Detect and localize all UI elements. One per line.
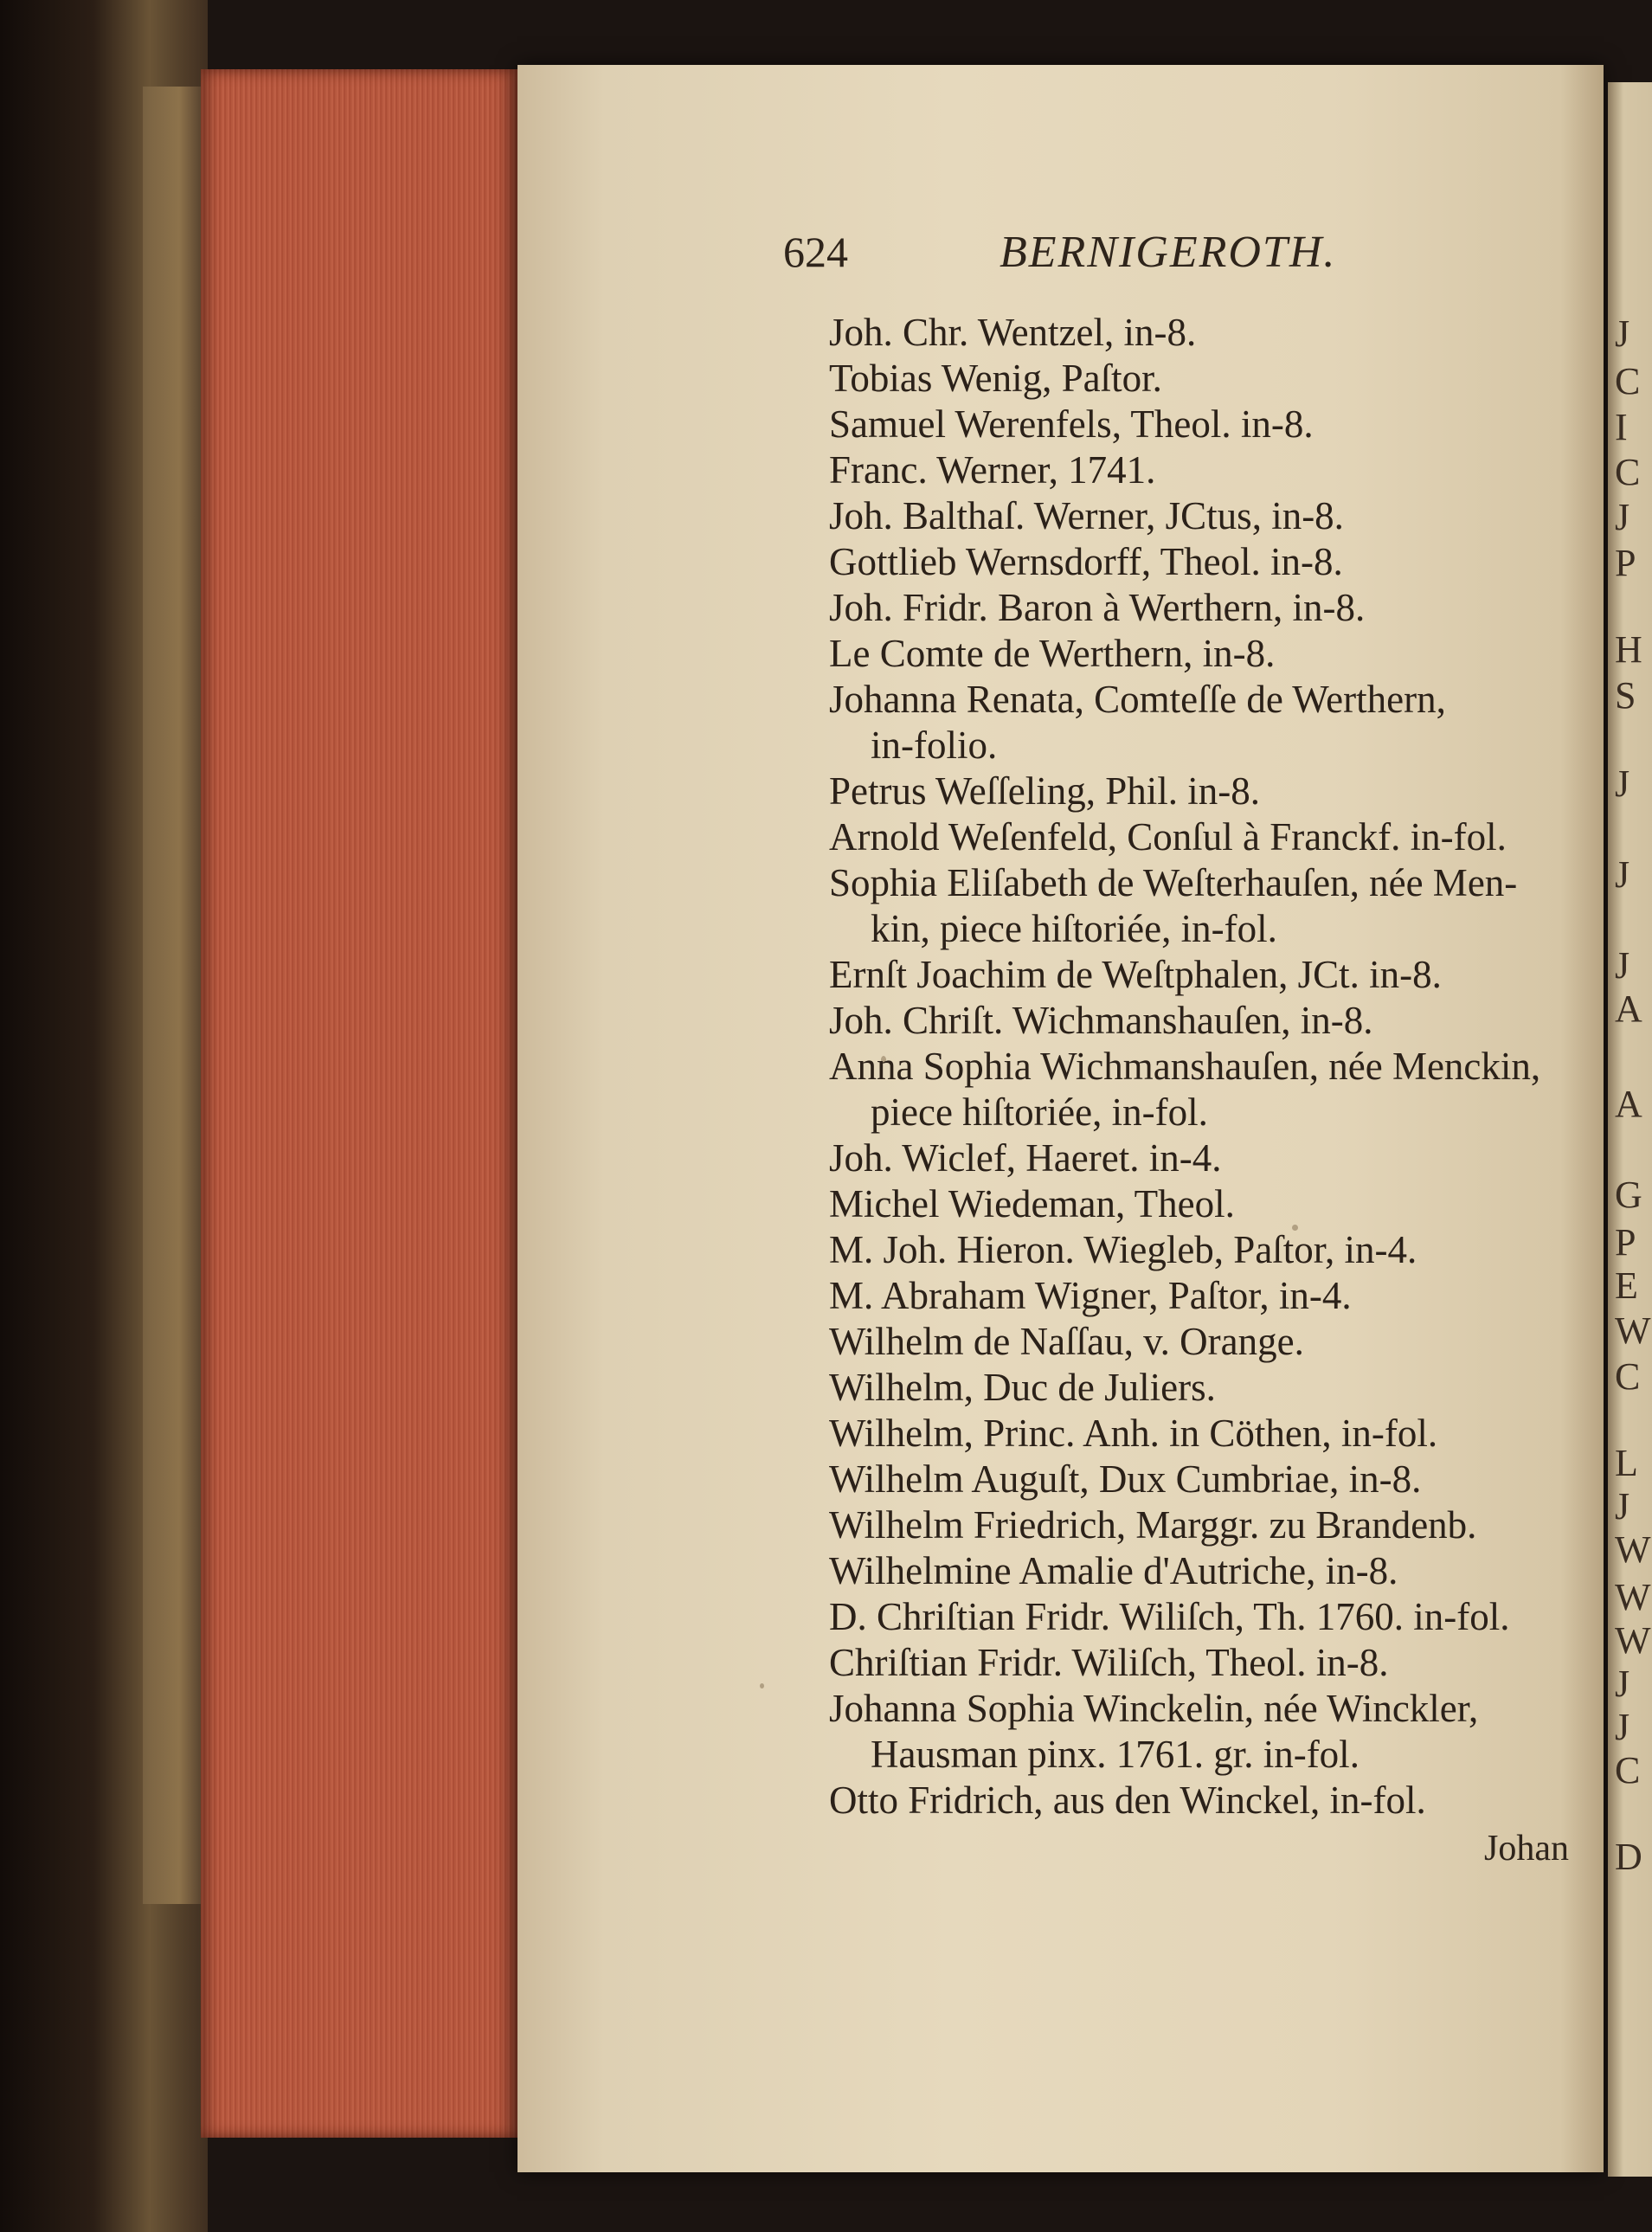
facing-page-letter: J xyxy=(1615,762,1630,805)
entry-line: Joh. Balthaſ. Werner, JCtus, in-8. xyxy=(829,494,1344,537)
facing-page-letter: H xyxy=(1615,628,1642,671)
facing-page-letter: I xyxy=(1615,406,1628,448)
entry-line: Joh. Wiclef, Haeret. in-4. xyxy=(829,1136,1222,1180)
entry-line: Sophia Eliſabeth de Weſterhauſen, née Men- xyxy=(829,861,1518,904)
facing-page-letter: J xyxy=(1615,312,1630,355)
facing-page-letter: J xyxy=(1615,944,1630,987)
page-header xyxy=(783,227,1406,279)
facing-page-letter: W xyxy=(1615,1528,1651,1571)
entry-line: Johanna Sophia Winckelin, née Winckler, xyxy=(829,1687,1479,1730)
running-head: BERNIGEROTH. xyxy=(1000,228,1337,277)
entry-line: Hausman pinx. 1761. gr. in-fol. xyxy=(871,1733,1360,1776)
entry-line: Wilhelm Auguſt, Dux Cumbriae, in-8. xyxy=(829,1457,1422,1501)
entry-line: Wilhelm Friedrich, Marggr. zu Brandenb. xyxy=(829,1503,1477,1547)
entry-line: Johanna Renata, Comteſſe de Werthern, xyxy=(829,678,1446,721)
facing-page-letter: C xyxy=(1615,360,1641,402)
facing-page-letter: J xyxy=(1615,1706,1630,1748)
facing-page-letter: D xyxy=(1615,1836,1642,1878)
entry-line: Petrus Weſſeling, Phil. in-8. xyxy=(829,769,1261,813)
facing-page-letter: A xyxy=(1615,1083,1642,1125)
entry-line: Wilhelm, Princ. Anh. in Cöthen, in-fol. xyxy=(829,1412,1438,1455)
entry-line: Le Comte de Werthern, in-8. xyxy=(829,632,1276,675)
entry-line: Joh. Chriſt. Wichmanshauſen, in-8. xyxy=(829,999,1373,1042)
facing-page-letter: C xyxy=(1615,1749,1641,1791)
entry-line: M. Abraham Wigner, Paſtor, in-4. xyxy=(829,1274,1352,1317)
page-block-edge xyxy=(201,69,519,2138)
facing-page-letter: E xyxy=(1615,1264,1638,1307)
entry-line: Tobias Wenig, Paſtor. xyxy=(829,357,1162,400)
facing-page-letter: W xyxy=(1615,1576,1651,1618)
entry-line: Michel Wiedeman, Theol. xyxy=(829,1182,1235,1225)
entry-line: M. Joh. Hieron. Wiegleb, Paſtor, in-4. xyxy=(829,1228,1417,1271)
entry-line: Otto Fridrich, aus den Winckel, in-fol. xyxy=(829,1779,1426,1822)
entry-line: Wilhelm, Duc de Juliers. xyxy=(829,1366,1216,1409)
entry-line: D. Chriſtian Fridr. Wiliſch, Th. 1760. in-fol. xyxy=(829,1595,1510,1638)
entry-line: Chriſtian Fridr. Wiliſch, Theol. in-8. xyxy=(829,1641,1389,1684)
entry-line: Arnold Weſenfeld, Conſul à Franckf. in-fol. xyxy=(829,815,1507,859)
facing-page-letter: G xyxy=(1615,1174,1642,1216)
facing-page-letter: J xyxy=(1615,496,1630,538)
entry-line: Anna Sophia Wichmanshauſen, née Menckin, xyxy=(829,1045,1541,1088)
facing-page-letter: J xyxy=(1615,1663,1630,1705)
facing-page-letter: W xyxy=(1615,1309,1651,1352)
entry-line: Franc. Werner, 1741. xyxy=(829,448,1156,492)
facing-page-letter: P xyxy=(1615,542,1636,584)
catchword: Johan xyxy=(1484,1829,1569,1869)
entry-line: Samuel Werenfels, Theol. in-8. xyxy=(829,402,1314,446)
facing-page-letter: A xyxy=(1615,987,1642,1030)
facing-page-edge xyxy=(1608,82,1652,2177)
entry-line: piece hiſtoriée, in-fol. xyxy=(871,1090,1208,1134)
facing-page-letter: W xyxy=(1615,1619,1651,1662)
entry-line: Gottlieb Wernsdorff, Theol. in-8. xyxy=(829,540,1343,583)
entry-list xyxy=(829,310,1573,1824)
entry-line: in-folio. xyxy=(871,724,998,767)
facing-page-letter: P xyxy=(1615,1221,1636,1264)
facing-page-letter: J xyxy=(1615,1485,1630,1528)
page-number: 624 xyxy=(783,228,848,276)
entry-line: Wilhelm de Naſſau, v. Orange. xyxy=(829,1320,1304,1363)
facing-page-letter: J xyxy=(1615,853,1630,896)
facing-page-letter: S xyxy=(1615,674,1636,717)
entry-line: Joh. Chr. Wentzel, in-8. xyxy=(829,311,1197,354)
facing-page-letter: L xyxy=(1615,1442,1638,1484)
entry-line: Joh. Fridr. Baron à Werthern, in-8. xyxy=(829,586,1366,629)
facing-page-letter: C xyxy=(1615,451,1641,493)
entry-line: Ernſt Joachim de Weſtphalen, JCt. in-8. xyxy=(829,953,1442,996)
entry-line: kin, piece hiſtoriée, in-fol. xyxy=(871,907,1277,950)
paper-speck xyxy=(760,1683,764,1688)
facing-page-letter: C xyxy=(1615,1355,1641,1398)
book-binding xyxy=(0,0,208,2232)
entry-line: Wilhelmine Amalie d'Autriche, in-8. xyxy=(829,1549,1398,1592)
